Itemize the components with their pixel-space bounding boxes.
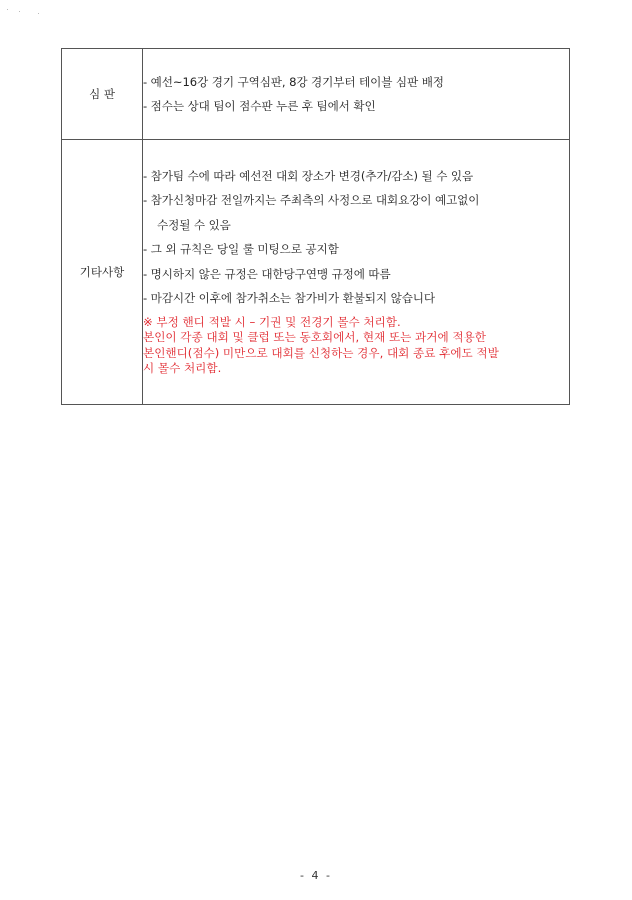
row-content-misc — [143, 140, 570, 405]
rules-table — [61, 48, 570, 405]
misc-item-list — [143, 168, 569, 308]
scan-speck — [7, 9, 8, 10]
row-label-judge: 심 판 — [62, 49, 143, 140]
list-item: - 그 외 규칙은 당일 룰 미팅으로 공지함 — [143, 242, 339, 256]
list-item: - 점수는 상대 팀이 점수판 누른 후 팀에서 확인 — [143, 98, 376, 113]
warning-line: 시 몰수 처리함. — [143, 361, 222, 375]
list-item: - 명시하지 않은 규정은 대한당구연맹 규정에 따름 — [143, 266, 391, 281]
handicap-warning — [143, 315, 569, 377]
row-content-judge — [143, 49, 570, 140]
warning-line: 본인핸디(점수) 미만으로 대회를 신청하는 경우, 대회 종료 후에도 적발 — [143, 345, 499, 360]
judge-item-list — [143, 74, 569, 115]
scan-speck — [19, 11, 20, 12]
scan-speck — [38, 13, 39, 14]
row-label-misc: 기타사항 — [62, 140, 143, 405]
page-number: - 4 - — [300, 869, 332, 882]
warning-line: 본인이 각종 대회 및 클럽 또는 동호회에서, 현재 또는 과거에 적용한 — [143, 330, 486, 344]
list-item: - 마감시간 이후에 참가취소는 참가비가 환불되지 않습니다 — [143, 291, 435, 305]
list-item: - 참가신청마감 전일까지는 주최측의 사정으로 대회요강이 예고없이 — [143, 193, 480, 207]
list-item-continuation: 수정될 수 있음 — [157, 217, 231, 232]
list-item: - 참가팀 수에 따라 예선전 대회 장소가 변경(추가/감소) 될 수 있음 — [143, 168, 474, 183]
warning-line: ※ 부정 핸디 적발 시 – 기권 및 전경기 몰수 처리함. — [143, 314, 401, 329]
table-row-misc — [62, 140, 570, 405]
list-item: - 예선~16강 경기 구역심판, 8강 경기부터 테이블 심판 배정 — [143, 74, 444, 89]
table-row-judge — [62, 49, 570, 140]
